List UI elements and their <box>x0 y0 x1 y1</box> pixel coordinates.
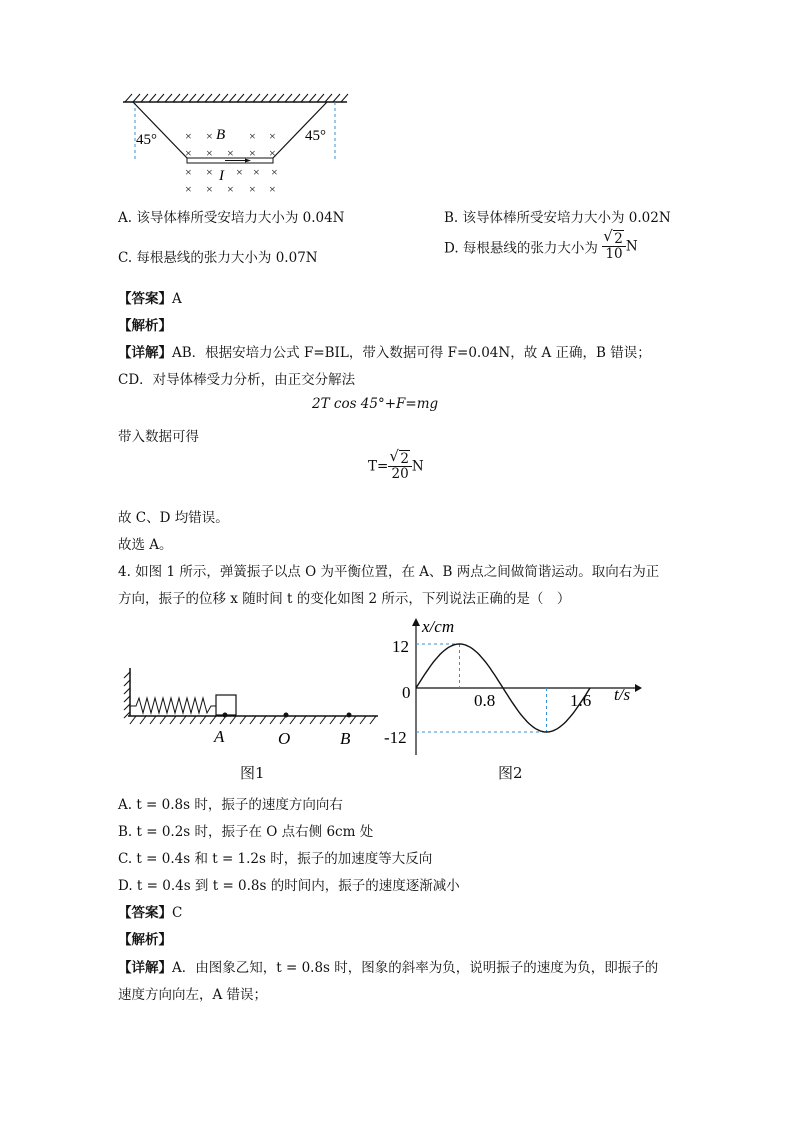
cross-mark: × <box>236 165 243 179</box>
q3-detail-cd: CD．对导体棒受力分析，由正交分解法 <box>118 372 356 388</box>
q3-option-d <box>444 232 638 261</box>
cross-mark: × <box>206 182 213 196</box>
fraction <box>388 452 412 481</box>
point-a-label: A <box>214 727 225 746</box>
x-tick-label: 1.6 <box>570 691 592 710</box>
angle-right-label: 45° <box>305 128 326 144</box>
detail-text: A．由图象乙知，t = 0.8s 时，图象的斜率为负，说明振子的速度为负，即振子的 <box>172 960 659 976</box>
cross-mark: × <box>227 182 234 196</box>
answer-tag: 【答案】 <box>118 291 172 307</box>
y-tick-label: -12 <box>384 728 407 747</box>
cross-mark: × <box>269 182 276 196</box>
cross-mark: × <box>185 165 192 179</box>
cross-mark: × <box>206 146 213 160</box>
q3-substitute: 带入数据可得 <box>118 429 199 445</box>
displacement-time-chart <box>370 610 650 760</box>
q4-option-d: D. t = 0.4s 到 t = 0.8s 的时间内，振子的速度逐渐减小 <box>118 878 460 894</box>
cross-mark: × <box>249 146 256 160</box>
cross-mark: × <box>206 165 213 179</box>
cross-mark: × <box>269 129 276 143</box>
unit: N <box>411 458 424 475</box>
cross-mark: × <box>185 182 192 196</box>
equation: 2T cos 45°+F=mg <box>312 396 439 412</box>
figure-1-caption: 图1 <box>240 764 265 782</box>
cross-mark: × <box>185 129 192 143</box>
q4-stem-line-2: 方向，振子的位移 x 随时间 t 的变化如图 2 所示，下列说法正确的是（ ） <box>118 591 571 607</box>
answer-tag: 【答案】 <box>118 905 172 921</box>
q4-option-c: C. t = 0.4s 和 t = 1.2s 时，振子的加速度等大反向 <box>118 851 433 867</box>
tension-prefix: T= <box>368 458 389 475</box>
q3-option-b: B. 该导体棒所受安培力大小为 0.02N <box>444 210 671 226</box>
x-axis-label: t/s <box>614 685 631 704</box>
fraction <box>602 232 626 261</box>
cross-mark: × <box>249 129 256 143</box>
b-label: B <box>216 127 226 143</box>
figure-2-caption: 图2 <box>498 764 523 782</box>
q3-option-d-text: D. 每根悬线的张力大小为 <box>444 240 598 257</box>
q3-cd-wrong: 故 C、D 均错误。 <box>118 510 229 526</box>
y-tick-label: 0 <box>402 683 411 702</box>
answer-value: A <box>172 291 182 307</box>
q3-option-c: C. 每根悬线的张力大小为 0.07N <box>118 250 318 266</box>
q4-option-b: B. t = 0.2s 时，振子在 O 点右侧 6cm 处 <box>118 824 374 840</box>
detail-tag: 【详解】 <box>118 345 172 361</box>
denominator: 20 <box>391 466 409 483</box>
cross-mark: × <box>271 165 278 179</box>
q4-option-a: A. t = 0.8s 时，振子的速度方向向右 <box>118 797 343 813</box>
point-o-label: O <box>278 729 291 748</box>
rod-figure <box>115 92 355 202</box>
detail-tag: 【详解】 <box>118 960 172 976</box>
cross-mark: × <box>206 129 213 143</box>
current-label: I <box>219 168 224 184</box>
tension-result <box>368 452 424 481</box>
sqrt-value: 2 <box>614 231 623 247</box>
q3-analysis-tag: 【解析】 <box>118 318 172 334</box>
q3-choose: 故选 A。 <box>118 537 173 553</box>
y-tick-label: 12 <box>392 637 409 656</box>
unit: N <box>625 238 638 255</box>
x-tick-label: 0.8 <box>474 691 496 710</box>
sqrt-value: 2 <box>400 451 409 467</box>
cross-mark: × <box>269 146 276 160</box>
q4-stem-line-1: 4. 如图 1 所示，弹簧振子以点 O 为平衡位置，在 A、B 两点之间做简谐运动。取向右为正 <box>118 564 660 580</box>
cross-mark: × <box>249 182 256 196</box>
q4-analysis-tag: 【解析】 <box>118 932 172 948</box>
q3-detail-ab <box>118 341 651 361</box>
answer-value: C <box>172 905 183 921</box>
denominator: 10 <box>605 246 623 263</box>
q3-option-a: A. 该导体棒所受安培力大小为 0.04N <box>118 210 345 226</box>
q3-answer <box>118 287 182 307</box>
y-axis-label: x/cm <box>422 617 455 636</box>
q4-detail-line-2: 速度方向向左，A 错误； <box>118 987 268 1003</box>
q4-detail-line-1 <box>118 956 658 976</box>
spring-oscillator-figure <box>122 660 384 750</box>
detail-text: AB．根据安培力公式 F=BIL，带入数据可得 F=0.04N，故 A 正确，B 错误； <box>172 345 651 361</box>
q4-answer <box>118 901 182 921</box>
cross-mark: × <box>185 146 192 160</box>
point-b-label: B <box>340 729 351 748</box>
cross-mark: × <box>227 146 234 160</box>
cross-mark: × <box>253 165 260 179</box>
angle-left-label: 45° <box>136 132 157 148</box>
